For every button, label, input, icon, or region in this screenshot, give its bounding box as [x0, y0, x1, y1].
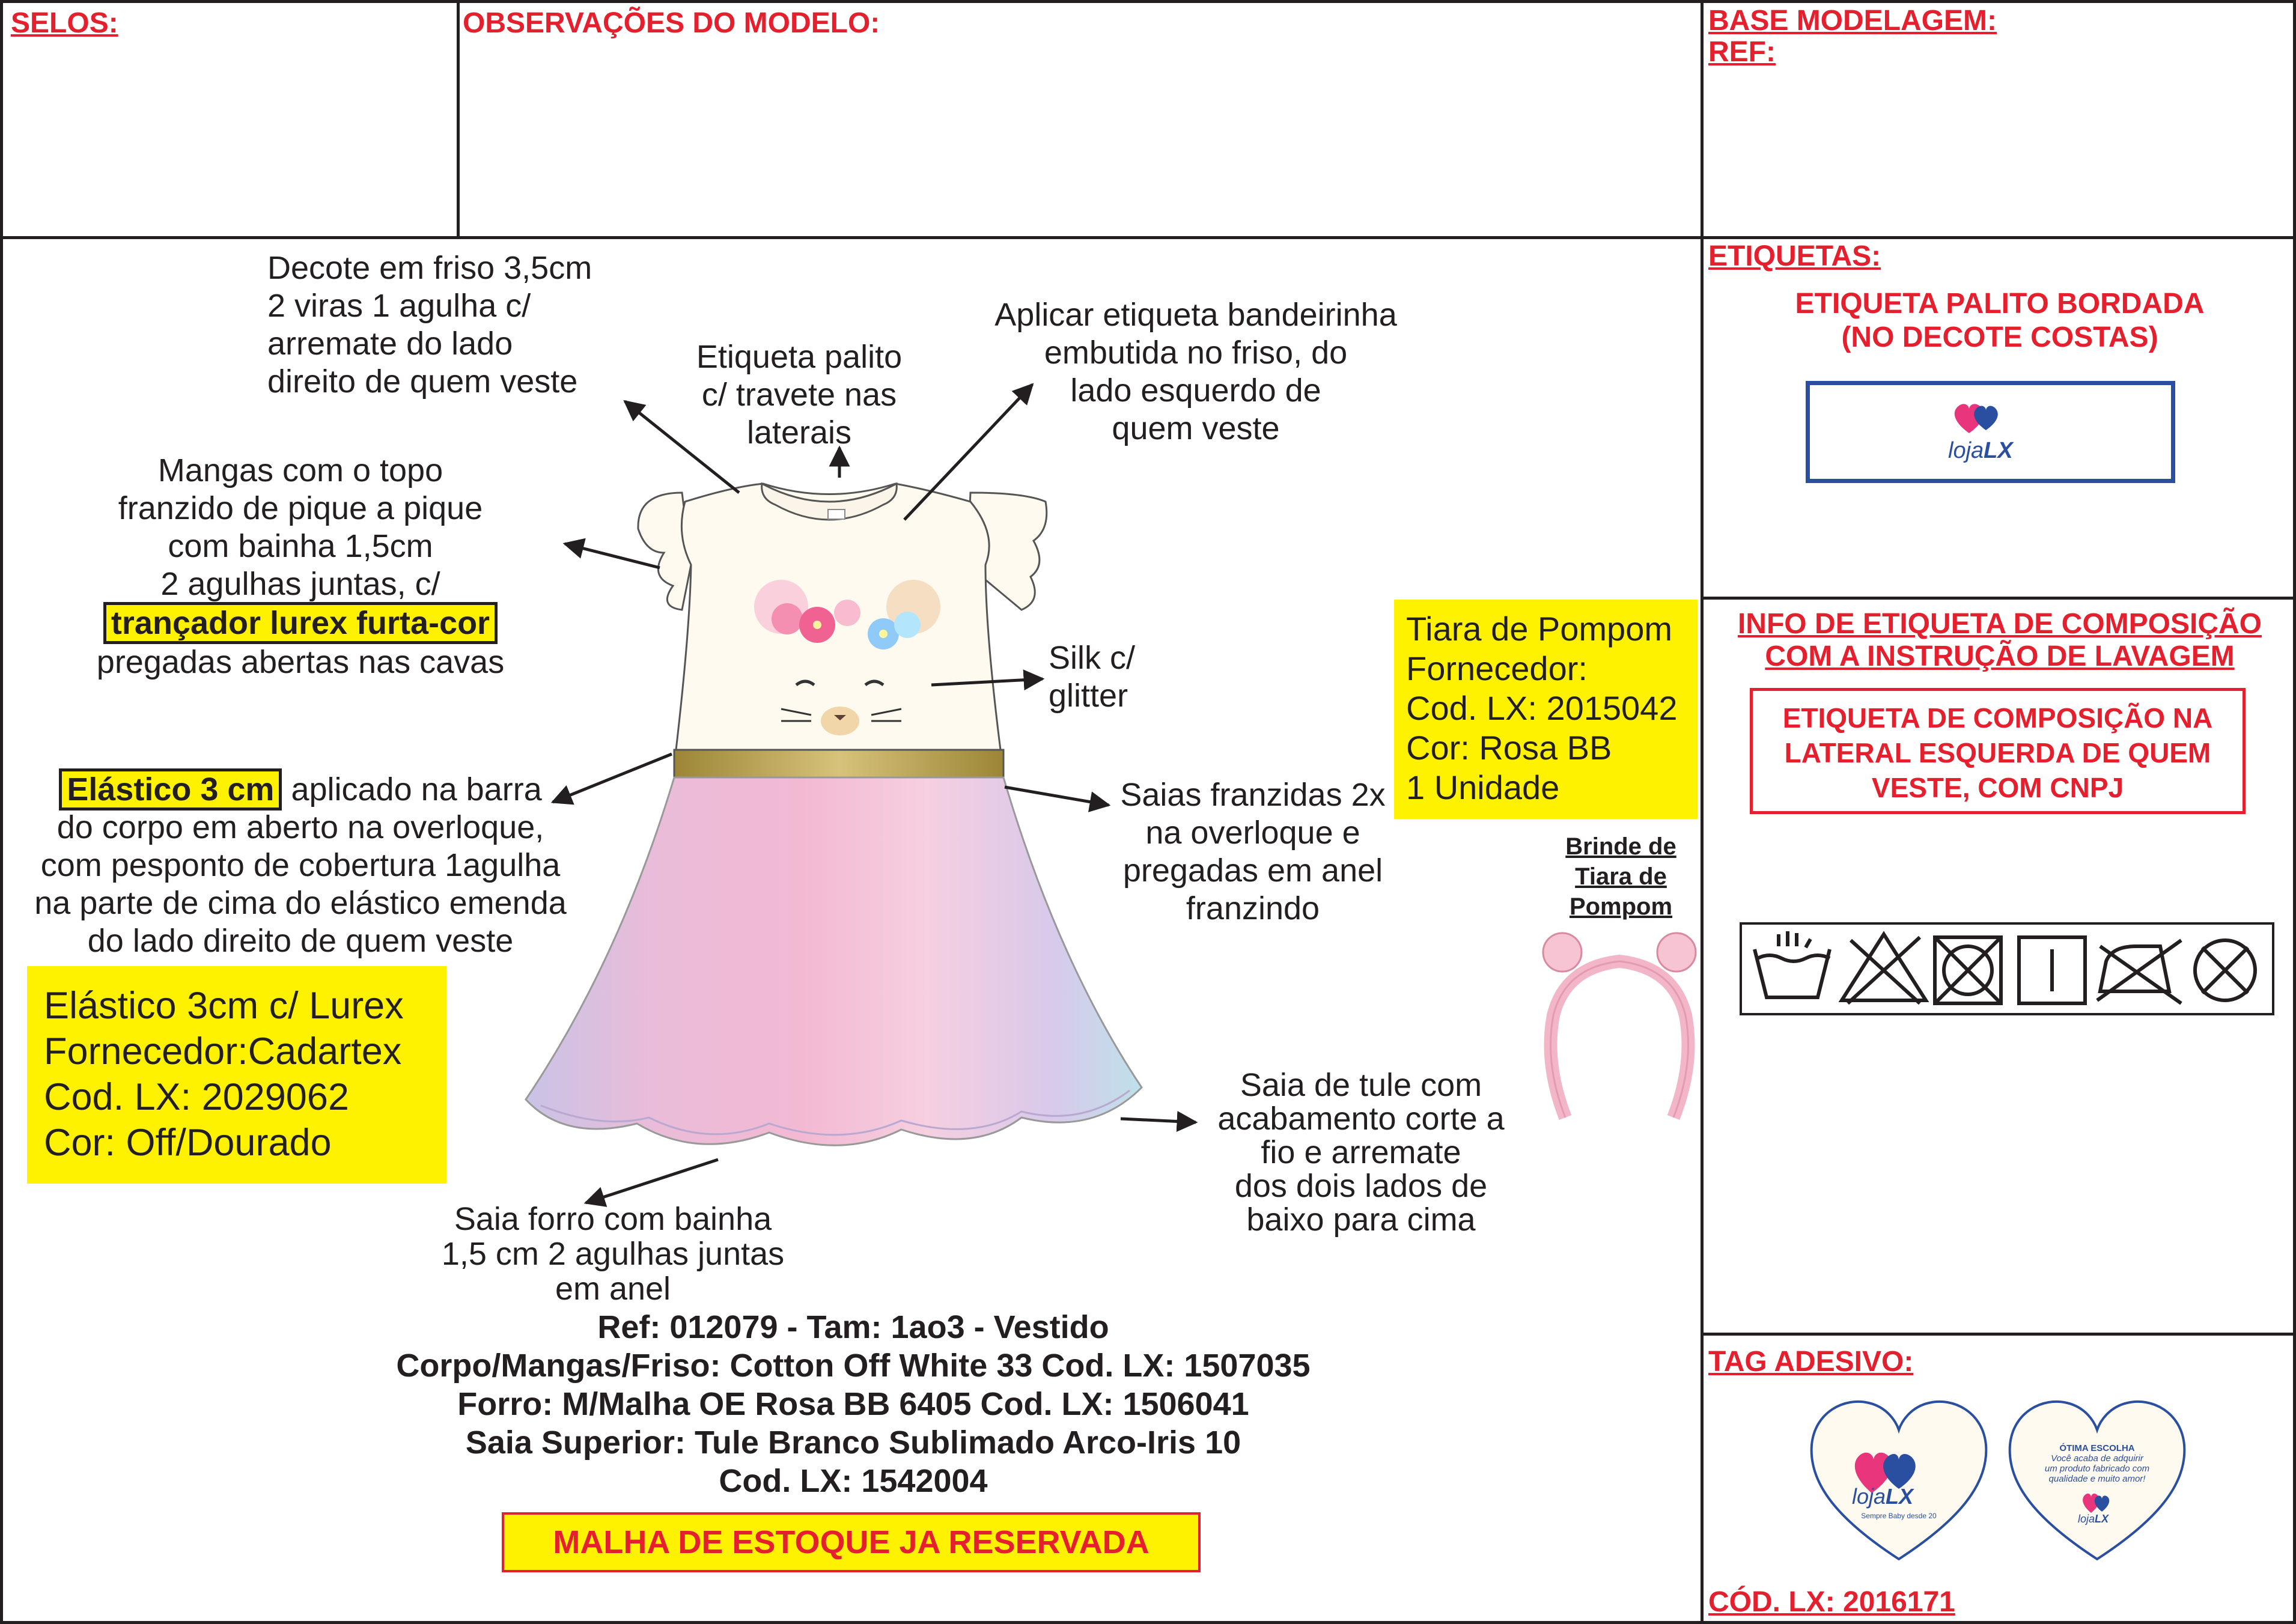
tag-adesivo-header: TAG ADESIVO: [1708, 1346, 1914, 1378]
observacoes-header: OBSERVAÇÕES DO MODELO: [463, 7, 880, 39]
title-line: ETIQUETA PALITO BORDADA [1795, 288, 2205, 320]
divider-right-1 [1701, 597, 2296, 600]
arrow-saia-tule [1121, 1119, 1196, 1122]
embroidered-label [1806, 381, 2175, 483]
tiara-supplier-box [1394, 600, 1698, 819]
box-line: Fornecedor:Cadartex [44, 1030, 402, 1072]
heart-back-line: um produto fabricado com [2044, 1464, 2150, 1474]
brand-text: loja [2078, 1513, 2095, 1525]
note-decote [267, 249, 592, 401]
box-line: Tiara de Pompom [1406, 610, 1672, 648]
spec-line: Saia Superior: Tule Branco Sublimado Arco-Iris 10 [465, 1425, 1241, 1461]
note-line: franzido de pique a pique [118, 490, 483, 526]
note-line: baixo para cima [1246, 1202, 1476, 1238]
note-saia-tule [1193, 1068, 1529, 1236]
brinde-line: Tiara de [1575, 863, 1667, 890]
note-line: aplicado na barra [291, 771, 542, 807]
heart-tag-tagline: Sempre Baby desde 20 [1861, 1512, 1937, 1520]
note-line: do corpo em aberto na overloque, [56, 809, 544, 845]
note-line: 1,5 cm 2 agulhas juntas [441, 1236, 785, 1272]
elastic-supplier-box [27, 966, 446, 1184]
note-line: Decote em friso 3,5cm [267, 250, 592, 286]
elastico-highlight: Elástico 3 cm [59, 768, 282, 810]
note-line: Silk c/ [1049, 640, 1136, 676]
composicao-box [1750, 688, 2246, 814]
tulle-skirt [526, 777, 1142, 1145]
box-line: LATERAL ESQUERDA DE QUEM [1784, 737, 2211, 768]
heart-back-line: qualidade e muito amor! [2048, 1474, 2146, 1484]
box-line: Elástico 3cm c/ Lurex [44, 985, 404, 1027]
arrow-saia-forro [586, 1160, 718, 1203]
arrow-mangas [565, 544, 660, 568]
heart-back-wordmark [2078, 1513, 2109, 1525]
note-line: fio e arremate [1261, 1134, 1461, 1170]
note-line: do lado direito de quem veste [87, 923, 514, 959]
note-line: Saia forro com bainha [454, 1201, 772, 1237]
note-line: Aplicar etiqueta bandeirinha [994, 297, 1397, 333]
note-saias-franzidas [1103, 776, 1403, 928]
note-line: dos dois lados de [1234, 1168, 1488, 1204]
heart-back-line: Você acaba de adquirir [2051, 1453, 2143, 1464]
note-etiqueta-palito [679, 338, 919, 452]
ref-header: REF: [1708, 36, 1776, 68]
note-line: franzindo [1186, 890, 1320, 926]
heart-tag-wordmark [1852, 1484, 1913, 1509]
note-line: em anel [555, 1271, 671, 1307]
note-saia-forro [415, 1202, 811, 1306]
tiara-headband-illustration [1538, 925, 1701, 1130]
note-elastico [12, 771, 589, 960]
brand-wordmark [1948, 438, 2013, 464]
brand-text: loja [1852, 1484, 1886, 1509]
note-line: na parte de cima do elástico emenda [34, 885, 567, 921]
box-line: Cor: Off/Dourado [44, 1122, 332, 1164]
etiqueta-palito-title [1704, 287, 2296, 354]
heart-tag-front [1803, 1388, 1995, 1568]
heart-logo-icon [1951, 397, 2005, 439]
box-line: 1 Unidade [1406, 768, 1560, 806]
note-line: Saias franzidas 2x [1120, 777, 1386, 813]
note-line: glitter [1049, 678, 1128, 714]
no-tumble-dry-icon [1935, 937, 2001, 1003]
brand-mark: LX [1886, 1484, 1914, 1509]
selos-header: SELOS: [11, 7, 118, 39]
lurex-highlight: trançador lurex furta-cor [103, 602, 498, 644]
spec-line: Corpo/Mangas/Friso: Cotton Off White 33 Cod. LX: 1507035 [396, 1348, 1311, 1384]
heart-back-line: ÓTIMA ESCOLHA [2059, 1443, 2135, 1453]
header-line: INFO DE ETIQUETA DE COMPOSIÇÃO [1737, 608, 2262, 640]
stock-banner-text: MALHA DE ESTOQUE JA RESERVADA [553, 1524, 1150, 1560]
note-line: na overloque e [1145, 815, 1360, 851]
box-line: VESTE, COM CNPJ [1871, 772, 2124, 803]
arrow-saias-franzidas [1005, 787, 1109, 805]
stock-banner [502, 1512, 1201, 1572]
note-line: 2 agulhas juntas, c/ [160, 566, 440, 602]
divider-right-2 [1701, 1333, 2296, 1336]
box-line: ETIQUETA DE COMPOSIÇÃO NA [1782, 702, 2213, 734]
neck-label [828, 509, 845, 519]
title-line: (NO DECOTE COSTAS) [1841, 321, 2158, 353]
glitter-waistband [674, 750, 1003, 777]
box-line: Fornecedor: [1406, 649, 1588, 687]
note-line: lado esquerdo de [1070, 373, 1321, 409]
base-modelagem-header: BASE MODELAGEM: [1708, 5, 1997, 37]
note-line: embutida no friso, do [1044, 335, 1348, 371]
note-line: Etiqueta palito [696, 339, 903, 375]
note-bandeirinha [955, 296, 1436, 448]
note-mangas [75, 452, 526, 681]
brand-mark: LX [1984, 438, 2013, 463]
brand-text: loja [1948, 438, 1984, 463]
box-line: Cor: Rosa BB [1406, 729, 1612, 767]
note-line: com pesponto de cobertura 1agulha [40, 847, 561, 883]
note-silk [1049, 639, 1135, 715]
codigo-lx: CÓD. LX: 2016171 [1708, 1586, 1955, 1618]
note-line: pregadas abertas nas cavas [96, 644, 505, 680]
brinde-line: Brinde de [1565, 833, 1676, 860]
spec-line: Cod. LX: 1542004 [719, 1463, 988, 1499]
care-symbols [1740, 922, 2274, 1015]
brand-mark: LX [2095, 1513, 2109, 1525]
note-line: pregadas em anel [1122, 853, 1383, 889]
etiquetas-header: ETIQUETAS: [1708, 240, 1881, 272]
header-line: COM A INSTRUÇÃO DE LAVAGEM [1765, 640, 2235, 672]
note-line: laterais [746, 415, 852, 451]
note-line: Mangas com o topo [157, 452, 443, 488]
box-line: Cod. LX: 2029062 [44, 1076, 349, 1118]
note-line: acabamento corte a [1217, 1101, 1505, 1137]
note-line: direito de quem veste [267, 363, 578, 400]
note-line: c/ travete nas [701, 377, 897, 413]
composicao-header [1704, 608, 2296, 673]
spec-line: Ref: 012079 - Tam: 1ao3 - Vestido [597, 1309, 1109, 1345]
note-line: quem veste [1112, 410, 1280, 446]
heart-back-text [2031, 1443, 2163, 1484]
box-line: Cod. LX: 2015042 [1406, 689, 1678, 727]
note-line: 2 viras 1 agulha c/ [267, 288, 531, 324]
brinde-line: Pompom [1569, 893, 1673, 920]
spec-line: Forro: M/Malha OE Rosa BB 6405 Cod. LX: 1506041 [457, 1386, 1249, 1422]
note-line: arremate do lado [267, 326, 513, 362]
brinde-label [1538, 832, 1704, 922]
note-line: Saia de tule com [1240, 1067, 1482, 1103]
note-line: com bainha 1,5cm [168, 528, 433, 564]
